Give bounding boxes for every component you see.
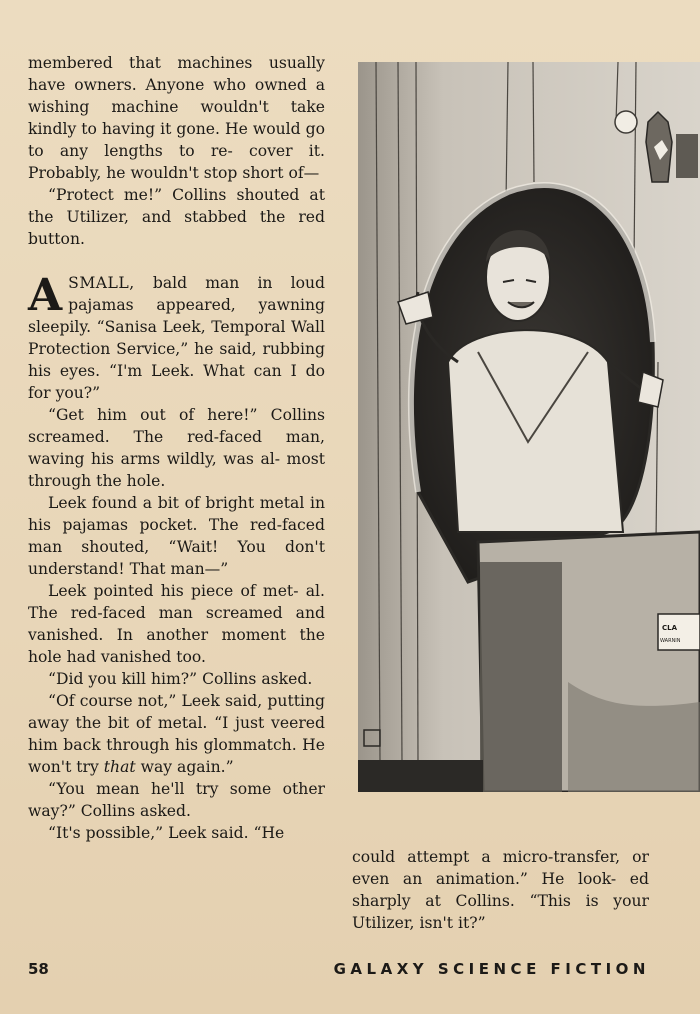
paragraph-5: Leek found a bit of bright metal in his pajamas pocket. The red-faced man shouted, “Wait! You don't understand! That man—” xyxy=(28,494,325,578)
right-text-column xyxy=(352,846,649,934)
paragraph-9: “You mean he'll try some other way?” Collins asked. xyxy=(28,780,325,820)
paragraph-10: “It's possible,” Leek said. “He xyxy=(48,824,285,842)
lead-in-word: SMALL, xyxy=(68,274,135,292)
running-head: GALAXY SCIENCE FICTION xyxy=(333,960,650,978)
sign-text-top: CLA xyxy=(662,624,678,632)
paragraph-3 xyxy=(28,272,325,404)
paragraph-8 xyxy=(28,690,325,778)
floor-shadow xyxy=(358,760,483,792)
paragraph-2: “Protect me!” Collins shouted at the Utilizer, and stabbed the red button. xyxy=(28,186,325,248)
paragraph-3-text: bald man in loud pajamas appeared, yawning sleepily. “Sanisa Leek, Temporal Wall Protection Service,” he said, rubbing his eyes. “I'm Leek. What can I do for you?” xyxy=(28,274,325,402)
paragraph-6: Leek pointed his piece of met- al. The red-faced man screamed and vanished. In another moment the hole had vanished too. xyxy=(28,582,325,666)
paragraph-8-text-a: “Of course not,” Leek said, putting away the bit of metal. “I just veered him back through his glommatch. He won't try xyxy=(28,692,325,776)
right-paragraph-1: could attempt a micro-transfer, or even an animation.” He look- ed sharply at Collins. “This is your Utilizer, isn't it?” xyxy=(352,848,649,932)
utilizer-machine xyxy=(478,532,700,792)
paragraph-8-text-b: way again.” xyxy=(135,758,234,776)
story-illustration xyxy=(358,62,700,792)
page-number: 58 xyxy=(28,960,49,978)
left-text-column xyxy=(28,52,325,844)
illustration-drawing xyxy=(358,62,700,792)
drop-cap: A xyxy=(28,270,63,321)
paragraph-1: membered that machines usually have owners. Anyone who owned a wishing machine wouldn't take kindly to having it gone. He would go to any lengths to re- cover it. Probably, he wouldn't stop short of— xyxy=(28,54,325,182)
sign-text-bottom: WARNIN xyxy=(660,638,681,644)
paragraph-4: “Get him out of here!” Collins screamed. The red-faced man, waving his arms wildly, was al- most through the hole. xyxy=(28,406,325,490)
paragraph-7: “Did you kill him?” Collins asked. xyxy=(48,670,313,688)
page-footer xyxy=(28,958,650,982)
emphasis-that: that xyxy=(103,758,136,776)
section-break xyxy=(28,250,325,272)
